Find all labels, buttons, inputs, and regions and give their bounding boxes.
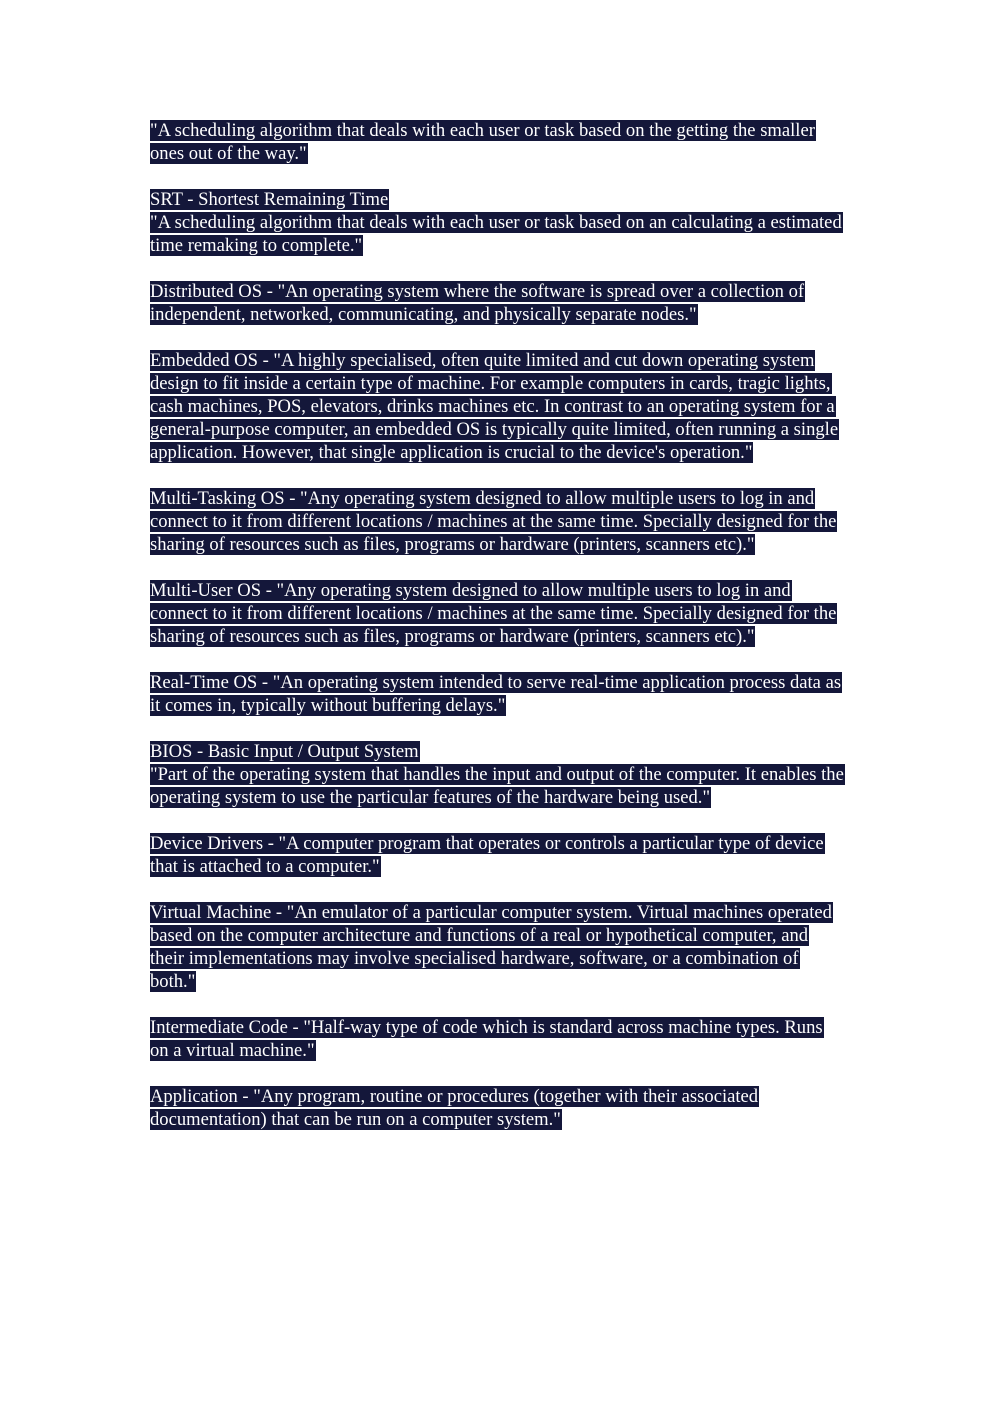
definition-text: Virtual Machine - "An emulator of a particular computer system. Virtual machines operated based on the computer architecture and functions of a real or hypothetical computer, and their implementations may involve specialised hardware, software, or a combination of both." [150, 902, 832, 992]
definition-text: Distributed OS - "An operating system where the software is spread over a collection of independent, networked, communicating, and physically separate nodes." [150, 281, 805, 325]
document-page [150, 119, 845, 1154]
definition-paragraph-virtual-machine [150, 901, 845, 993]
definition-paragraph-multi-user-os [150, 579, 845, 648]
definition-text: Real-Time OS - "An operating system intended to serve real-time application process data as it comes in, typically without buffering delays." [150, 672, 842, 716]
definition-paragraph-srt [150, 188, 845, 257]
definition-paragraph-device-drivers [150, 832, 845, 878]
definition-text: Application - "Any program, routine or procedures (together with their associated documentation) that can be run on a computer system." [150, 1086, 759, 1130]
definition-paragraph-intermediate-code [150, 1016, 845, 1062]
definition-paragraph-real-time-os [150, 671, 845, 717]
definition-text: Multi-Tasking OS - "Any operating system designed to allow multiple users to log in and connect to it from different locations / machines at the same time. Specially designed for the sharing of resources such as files, programs or hardware (printers, scanners etc)." [150, 488, 837, 555]
definition-paragraph-multi-tasking-os [150, 487, 845, 556]
definition-text: Device Drivers - "A computer program that operates or controls a particular type of device that is attached to a computer." [150, 833, 824, 877]
definition-paragraph-sjf [150, 119, 845, 165]
definition-text: Intermediate Code - "Half-way type of code which is standard across machine types. Runs on a virtual machine." [150, 1017, 823, 1061]
definition-text: Embedded OS - "A highly specialised, often quite limited and cut down operating system design to fit inside a certain type of machine. For example computers in cards, tragic lights, cash machines, POS, elevators, drinks machines etc. In contrast to an operating system for a general-purpose computer, an embedded OS is typically quite limited, often running a single application. However, that single application is crucial to the device's operation." [150, 350, 839, 463]
term-heading: SRT - Shortest Remaining Time [150, 189, 389, 210]
definition-paragraph-bios [150, 740, 845, 809]
definition-text: "A scheduling algorithm that deals with each user or task based on an calculating a estimated time remaking to complete." [150, 212, 842, 256]
definition-paragraph-application [150, 1085, 845, 1131]
definition-text: Multi-User OS - "Any operating system designed to allow multiple users to log in and connect to it from different locations / machines at the same time. Specially designed for the sharing of resources such as files, programs or hardware (printers, scanners etc)." [150, 580, 837, 647]
definition-paragraph-distributed-os [150, 280, 845, 326]
definition-text: "A scheduling algorithm that deals with each user or task based on the getting the smaller ones out of the way." [150, 120, 815, 164]
definition-text: "Part of the operating system that handles the input and output of the computer. It enables the operating system to use the particular features of the hardware being used." [150, 764, 844, 808]
term-heading: BIOS - Basic Input / Output System [150, 741, 419, 762]
definition-paragraph-embedded-os [150, 349, 845, 464]
